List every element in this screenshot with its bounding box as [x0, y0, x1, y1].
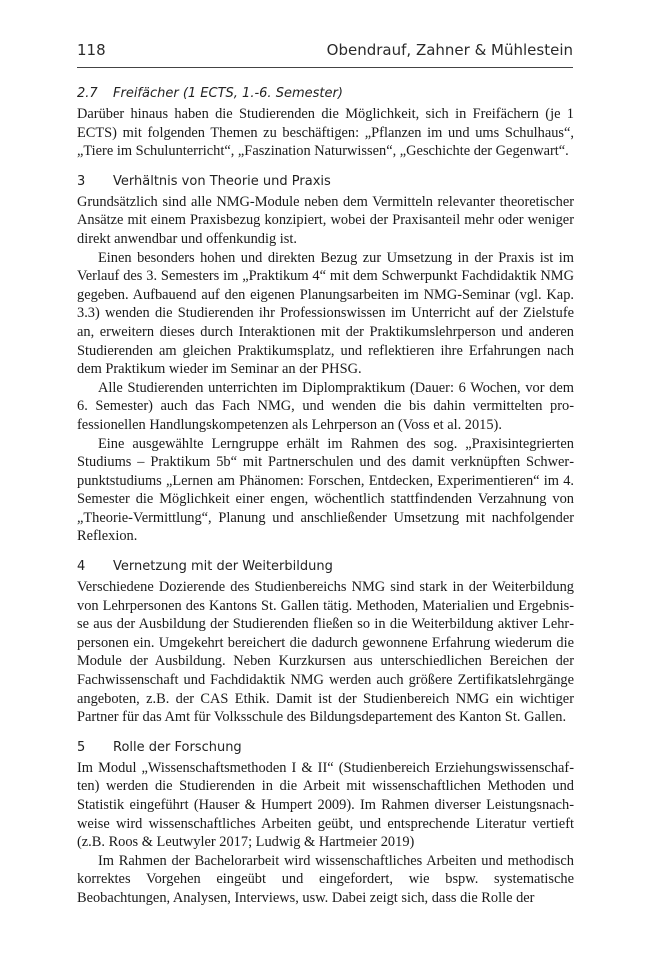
- paragraph: Grundsätzlich sind alle NMG-Module neben dem Vermitteln relevanter theoretischer Ansätze mit einem Praxisbezug konzipiert, wobei der Praxisanteil mehr oder weniger direkt anwendbar und offenkundig ist.: [77, 193, 574, 247]
- section-number: 3: [77, 173, 86, 189]
- header-rule: [77, 67, 573, 68]
- section-title: Verhältnis von Theorie und Praxis: [113, 173, 331, 189]
- running-head-authors: Obendrauf, Zahner & Mühlestein: [326, 41, 573, 59]
- paragraph: Im Rahmen der Bachelorarbeit wird wissenschaftliches Arbeiten und methodisch korrektes Vorgehen eingeübt und eingefordert, wie bspw. systematische Beobachtungen, Analysen, Interviews, usw. Dabei zeigt sich, dass die Rolle der: [77, 852, 574, 906]
- section-heading: [77, 84, 574, 103]
- section-heading: [77, 172, 574, 191]
- paragraph: Verschiedene Dozierende des Studienbereichs NMG sind stark in der Weiterbildung von Lehrpersonen des Kantons St. Gallen tätig. Methoden, Materialien und Ergebnisse aus der Ausbildung der Studierenden fließen so in die Weiterbildung aktiver Lehrpersonen ein. Umgekehrt bereichert die dadurch gewonnene Erfahrung wiederum die Module der Ausbildung. Neben Kurzkursen aus unterschiedlichen Bereichen der Fachwissenschaft und Fachdidaktik NMG werden auch größere Zertifikatslehrgänge angeboten, z.B. der CAS Ethik. Damit ist der Studienbereich NMG ein wichtiger Partner für das Amt für Volksschule des Bildungsdepartement des Kanton St. Gallen.: [77, 579, 574, 726]
- running-head: [77, 41, 573, 63]
- paragraph: Alle Studierenden unterrichten im Diplompraktikum (Dauer: 6 Wochen, vor dem 6. Semester) auch das Fach NMG, und wenden die bis dahin vermittelten professionellen Handlungskompetenzen als Lehrperson an (Voss et al. 2015).: [77, 379, 574, 433]
- section-title: Vernetzung mit der Weiterbildung: [113, 559, 333, 575]
- page-number: 118: [77, 41, 106, 59]
- paragraph: Darüber hinaus haben die Studierenden die Möglichkeit, sich in Freifächern (je 1 ECTS) mit folgenden Themen zu beschäftigen: „Pflanzen im und ums Schulhaus“, „Tiere im Schulunterricht“, „Faszination Naturwissen“, „Geschichte der Gegenwart“.: [77, 106, 574, 160]
- page-body: [77, 84, 574, 908]
- section-number: 4: [77, 559, 86, 575]
- paragraph: Einen besonders hohen und direkten Bezug zur Umsetzung in der Praxis ist im Verlauf des 3. Semesters im „Praktikum 4“ mit dem Schwerpunkt Fachdidaktik NMG gegeben. Aufbauend auf den eigenen Planungsarbeiten im NMG-Seminar (vgl. Kap. 3.3) wenden die Studierenden ihr Professionswissen im Unterricht auf der Zielstufe an, erweitern dieses durch Interaktionen mit der Praktikumslehrperson und anderen Studierenden am gleichen Praktikumsplatz, und reflektieren ihre Erfahrungen nach dem Praktikum wieder im Seminar an der PHSG.: [77, 249, 574, 378]
- section-title: Rolle der Forschung: [113, 739, 242, 755]
- paragraph: Eine ausgewählte Lerngruppe erhält im Rahmen des sog. „Praxisintegrierten Studiums – Praktikum 5b“ mit Partnerschulen und des damit verknüpften Schwerpunktstudiums „Lernen am Phänomen: Forschen, Entdecken, Experimentieren“ im 4. Semester die Möglichkeit einer engen, wöchentlich stattfindenden Verzahnung von „Theorie-Vermittlung“, Planung und anschließender Umsetzung mit nachfolgender Reflexion.: [77, 435, 574, 545]
- section-heading: [77, 738, 574, 757]
- section-title: Freifächer (1 ECTS, 1.-6. Semester): [113, 86, 343, 101]
- section-heading: [77, 557, 574, 576]
- section-number: 5: [77, 739, 86, 755]
- section-number: 2.7: [77, 86, 98, 101]
- paragraph: Im Modul „Wissenschaftsmethoden I & II“ (Studienbereich Erziehungswissenschaften) werden die Studierenden in die Arbeit mit wissenschaftlichen Methoden und Statistik eingeführt (Hauser & Humpert 2009). Im Rahmen diverser Leistungsnachweise wird wissenschaftliches Arbeiten geübt, und entsprechende Literatur vertieft (z.B. Roos & Leutwyler 2017; Ludwig & Hartmeier 2019): [77, 759, 574, 851]
